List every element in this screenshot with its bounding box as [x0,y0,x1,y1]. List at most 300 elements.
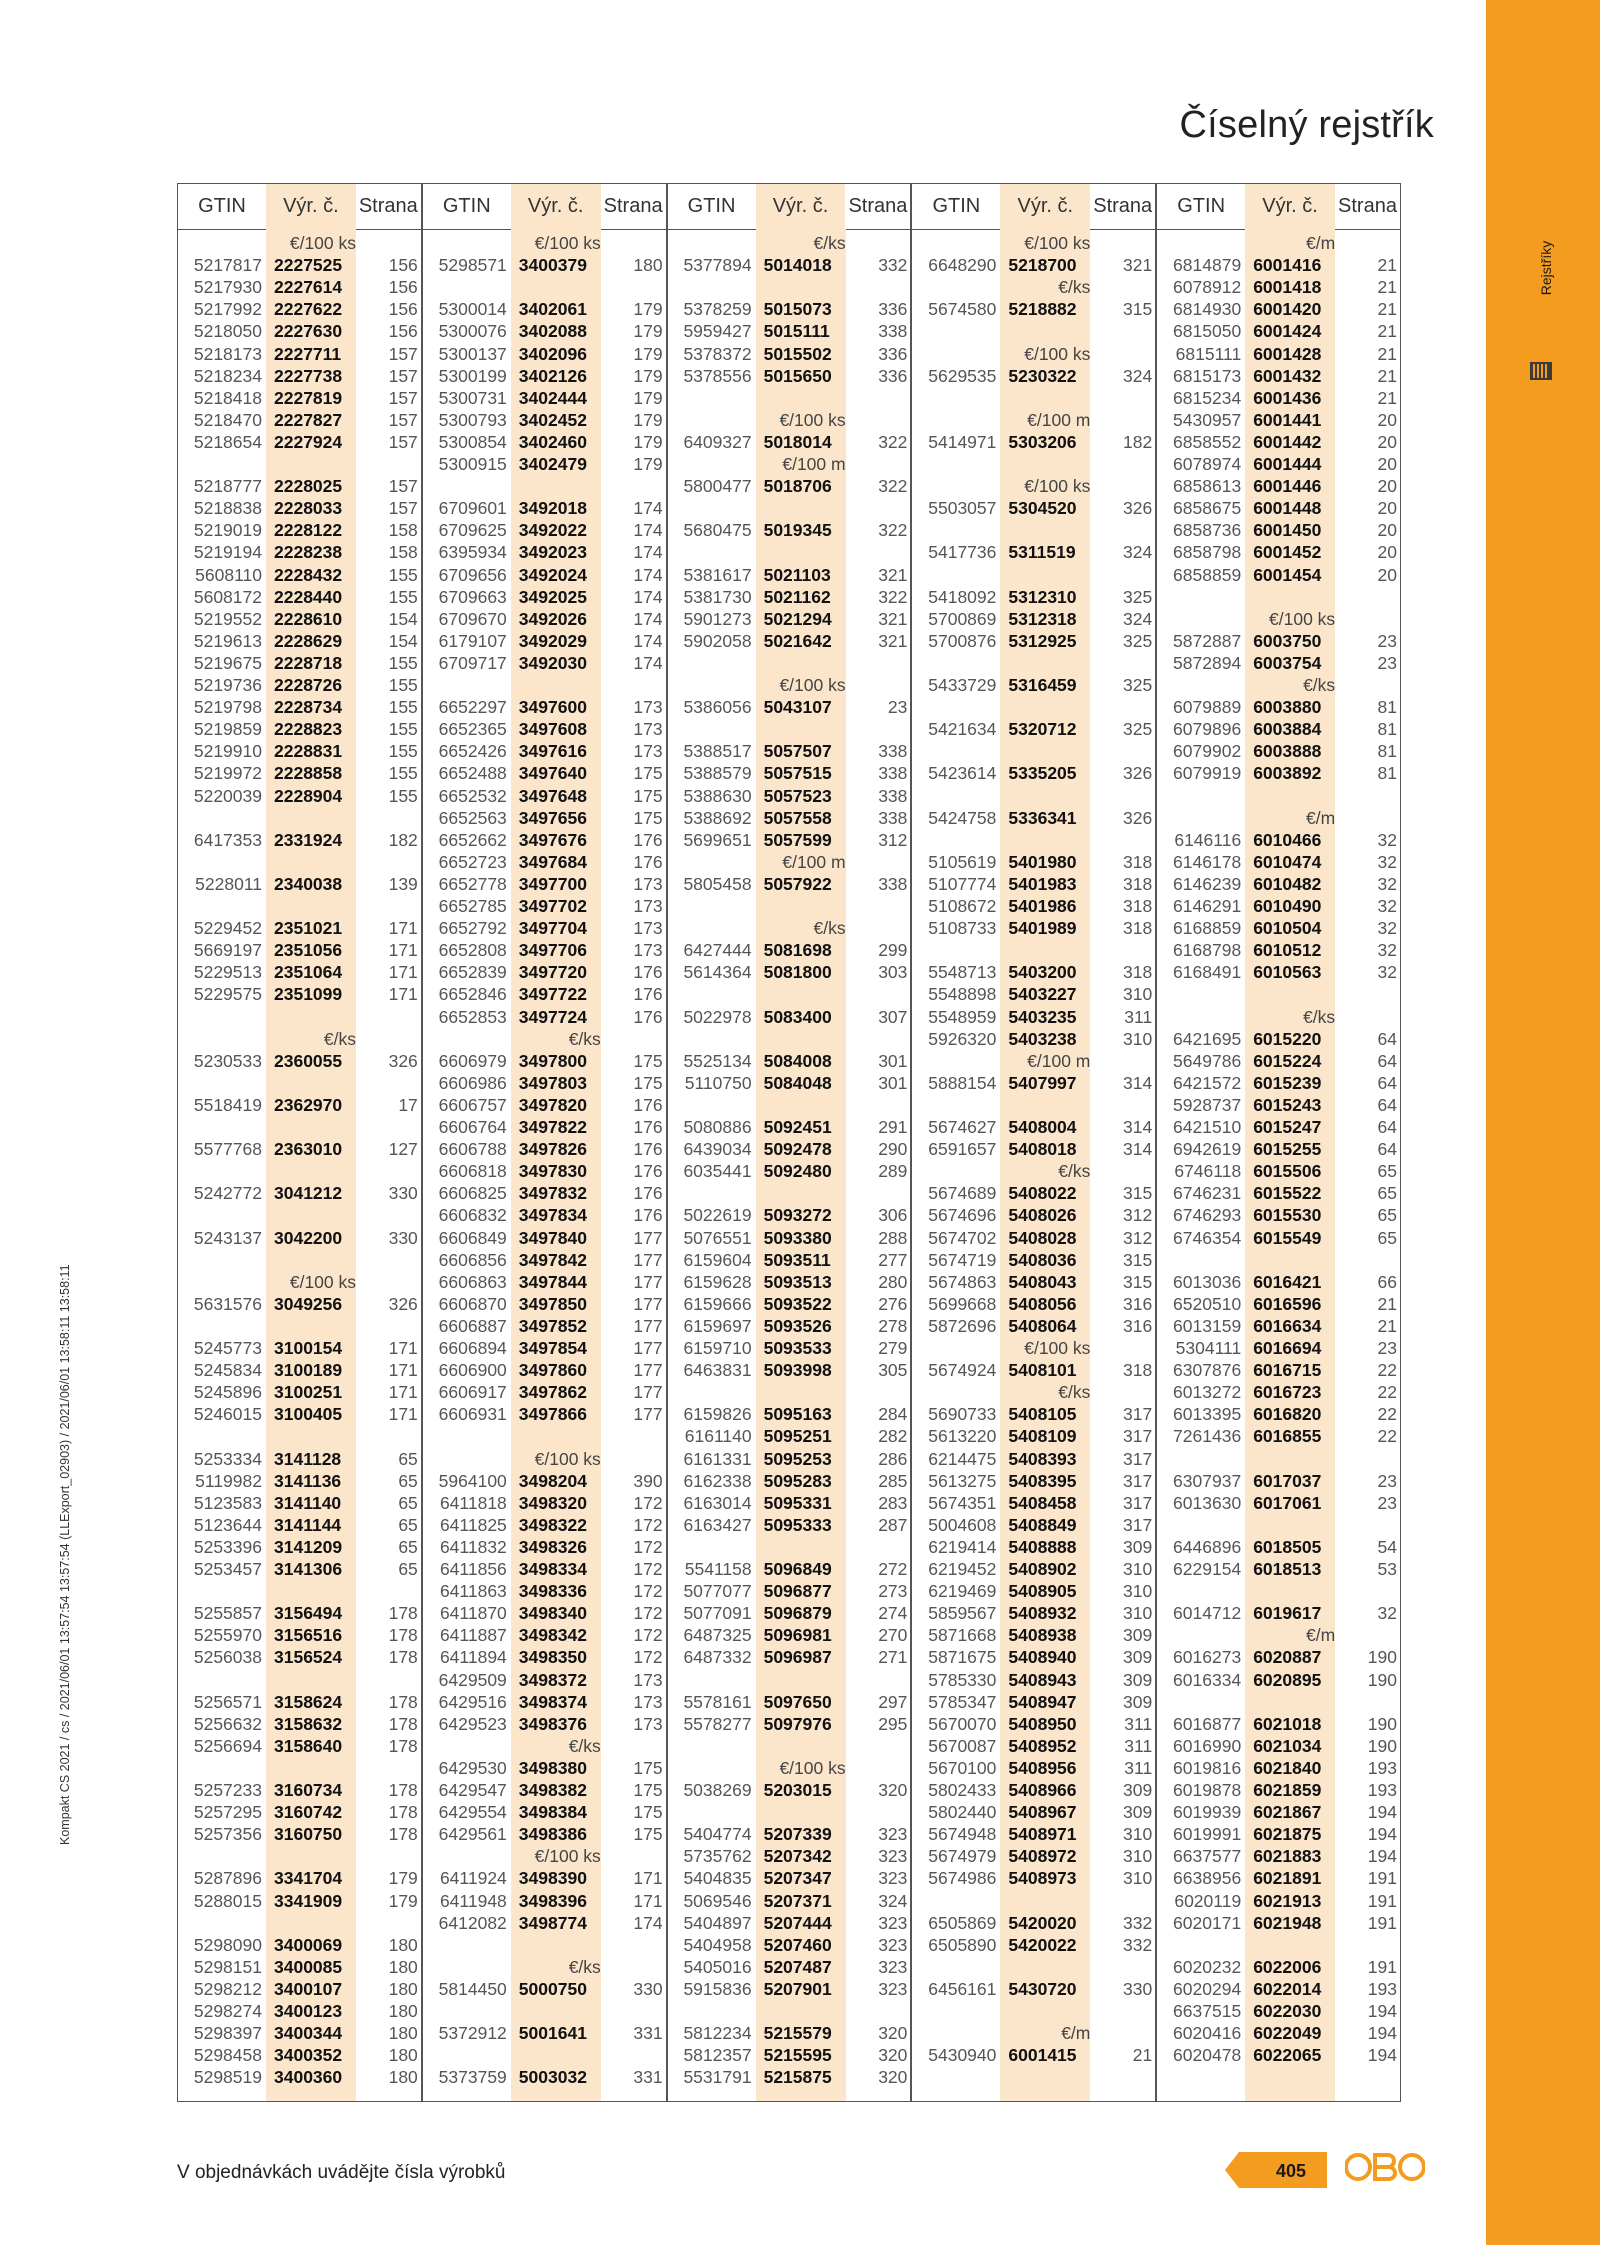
page-ref: 17 [398,1094,418,1115]
gtin-value: 5217817 [193,255,262,276]
product-number: 3492029 [518,630,587,651]
product-number: 5003032 [518,2067,587,2088]
product-number: 3402088 [518,321,587,342]
page-ref: 325 [1122,675,1153,695]
gtin-value: 6652532 [438,785,507,806]
page-ref: 32 [1377,829,1397,850]
product-number: 3402096 [518,343,587,364]
page-ref: 318 [1122,851,1153,872]
product-number: 3497608 [518,719,587,740]
index-row [178,1558,421,1580]
gtin-value: 5674924 [928,1360,997,1381]
product-number: 5408026 [1008,1205,1077,1226]
page-ref: 176 [633,1117,663,1137]
index-row [1157,917,1400,939]
index-row [1157,1713,1400,1735]
gtin-value: 6942619 [1173,1139,1242,1160]
gtin-value: 5785330 [928,1669,997,1690]
page-ref: 338 [878,807,908,828]
price-unit-row [668,453,911,475]
gtin-value: 5245896 [193,1382,262,1403]
gtin-value: 6709663 [438,586,507,607]
index-row [178,873,421,895]
gtin-value: 5800477 [683,476,752,497]
brand-logo [1345,2152,1425,2184]
product-number: 3100405 [274,1404,343,1425]
index-row [178,365,421,387]
page-ref: 336 [878,343,908,364]
page-ref: 21 [1377,321,1397,342]
page-ref: 194 [1367,1846,1397,1867]
gtin-value: 5814450 [438,1978,507,1999]
gtin-value: 6463831 [683,1360,752,1381]
gtin-value: 5577768 [193,1139,262,1160]
page-ref: 338 [878,741,908,762]
price-unit-row [1157,608,1400,630]
index-row [423,1624,666,1646]
price-unit: €/100 ks [534,1846,601,1867]
page-ref: 178 [388,1603,418,1624]
gtin-value: 5219972 [193,763,262,784]
gtin-value: 6446896 [1173,1536,1242,1557]
index-row [178,785,421,807]
index-row [668,829,911,851]
index-row [912,1536,1155,1558]
product-number: 5093533 [763,1338,832,1358]
page-ref: 322 [878,586,908,607]
index-row [912,718,1155,740]
page-ref: 53 [1377,1559,1397,1579]
page-ref: 175 [633,1824,663,1845]
product-number: 2228432 [274,564,343,585]
index-row [1157,1867,1400,1889]
page-ref: 323 [878,1956,908,1977]
page-ref: 320 [878,2045,908,2066]
product-number: 6021840 [1253,1757,1322,1778]
page-ref: 179 [633,343,663,364]
page-ref: 191 [1367,1890,1397,1911]
index-row [423,652,666,674]
index-row [423,1912,666,1934]
index-row [178,2066,421,2088]
column-header [912,184,1155,230]
index-row [1157,1735,1400,1757]
gtin-value: 5404835 [683,1868,752,1889]
index-row [912,1028,1155,1050]
index-row [912,2044,1155,2066]
product-number: 3156494 [274,1603,343,1624]
gtin-value: 6606825 [438,1183,507,1204]
price-unit-row [912,1160,1155,1182]
product-number: 5408018 [1008,1139,1077,1160]
product-number: 2228718 [274,652,343,673]
index-row [668,1912,911,1934]
page-ref: 325 [1122,630,1153,651]
page-ref: 81 [1377,697,1397,718]
catalog-icon [1530,362,1552,380]
product-number: 5207342 [763,1846,832,1867]
gtin-value: 5253334 [193,1448,262,1469]
product-number: 6001454 [1253,564,1322,585]
page-ref: 390 [633,1470,663,1491]
gtin-value: 5699668 [928,1293,997,1314]
page-ref: 331 [633,2067,663,2088]
product-number: 6021883 [1253,1846,1322,1867]
page-ref: 177 [633,1338,663,1358]
index-row [423,1094,666,1116]
product-number: 5093380 [763,1227,832,1248]
index-row [178,1867,421,1889]
product-number: 3100154 [274,1338,343,1358]
index-row [912,1912,1155,1934]
price-unit-row [668,409,911,431]
index-row [1157,497,1400,519]
index-row [668,1403,911,1425]
product-number: 6020887 [1253,1647,1322,1668]
gtin-value: 6014712 [1173,1603,1242,1624]
product-number: 6001420 [1253,299,1322,320]
product-number: 5093998 [763,1360,832,1381]
product-number: 6015506 [1253,1161,1322,1182]
gtin-value: 5872887 [1173,630,1242,651]
gtin-value: 5257356 [193,1824,262,1845]
gtin-value: 5298151 [193,1956,262,1977]
gtin-value: 6606887 [438,1315,507,1336]
product-number: 5095251 [763,1426,832,1447]
gtin-value: 5298212 [193,1978,262,1999]
index-row [178,431,421,453]
page-ref: 174 [633,520,663,541]
gtin-value: 6652808 [438,940,507,961]
page-ref: 307 [878,1006,908,1027]
product-number: 5408938 [1008,1625,1077,1646]
product-number: 6001432 [1253,365,1322,386]
page-ref: 64 [1377,1050,1397,1071]
page-ref: 173 [633,940,663,961]
index-row [178,541,421,563]
gtin-value: 6163427 [683,1514,752,1535]
page-ref: 155 [388,741,418,762]
index-row [178,2044,421,2066]
product-number: 6003888 [1253,741,1322,762]
gtin-value: 6606870 [438,1293,507,1314]
price-unit-row [178,1271,421,1293]
page-ref: 178 [388,1735,418,1756]
gtin-value: 6411894 [439,1647,507,1668]
product-number: 3497676 [518,829,587,850]
gtin-value: 6411948 [439,1890,507,1911]
page-ref: 324 [1122,365,1153,386]
gtin-value: 5541158 [684,1559,752,1579]
page-ref: 81 [1377,719,1397,740]
product-number: 6010482 [1253,873,1322,894]
page-ref: 301 [878,1072,908,1093]
product-number: 3498384 [518,1802,587,1823]
product-number: 2340038 [274,873,343,894]
footer-note: V objednávkách uvádějte čísla výrobků [177,2162,506,2183]
product-number: 6022049 [1253,2023,1322,2044]
price-unit: €/m [1306,807,1336,828]
product-number: 3498372 [518,1669,587,1690]
gtin-value: 5220039 [193,785,262,806]
gtin-value: 6606863 [438,1271,507,1292]
gtin-value: 6606856 [438,1249,507,1270]
index-row [178,1492,421,1514]
product-number: 5430720 [1008,1978,1077,1999]
index-row [668,2066,911,2088]
product-number: 5021103 [763,564,831,585]
product-number: 3492025 [518,586,587,607]
page-ref: 155 [388,675,418,695]
gtin-value: 6652846 [438,984,507,1005]
page-ref: 330 [388,1183,418,1204]
gtin-value: 6439034 [683,1139,752,1160]
page-ref: 310 [1122,1868,1153,1889]
price-unit: €/ks [1303,675,1336,695]
index-row [178,1381,421,1403]
gtin-value: 6709601 [438,498,507,519]
price-unit: €/100 ks [1024,1338,1091,1358]
column-header [1157,184,1400,230]
price-unit-row [912,475,1155,497]
index-row [423,1381,666,1403]
product-number: 6016723 [1253,1382,1322,1403]
page-ref: 336 [878,365,908,386]
index-row [178,917,421,939]
index-row [1157,1227,1400,1249]
gtin-value: 5414971 [928,431,997,452]
price-unit-row [912,343,1155,365]
product-number: 3160742 [274,1802,343,1823]
product-number: 6001418 [1253,277,1322,298]
page-ref: 156 [388,255,418,276]
page-ref: 179 [633,387,663,408]
page-ref: 324 [878,1890,908,1911]
gtin-value: 5256038 [193,1647,262,1668]
product-number: 5018706 [763,476,832,497]
product-number: 5014018 [763,255,832,276]
page-ref: 179 [633,409,663,430]
index-row [912,1204,1155,1226]
product-number: 6022030 [1253,2001,1322,2021]
page-ref: 311 [1124,1006,1153,1027]
gtin-value: 5246015 [193,1404,262,1425]
index-row [1157,1094,1400,1116]
index-row [1157,475,1400,497]
page-ref: 21 [1377,299,1397,320]
page-ref: 315 [1122,1271,1153,1292]
gtin-value: 5022619 [683,1205,752,1226]
index-row [1157,1160,1400,1182]
gtin-value: 5230533 [193,1050,262,1071]
index-row [1157,1978,1400,2000]
gtin-value: 6858552 [1173,431,1242,452]
gtin-value: 6606931 [438,1404,507,1425]
gtin-value: 6163014 [683,1492,752,1513]
page-ref: 21 [1377,387,1397,408]
page-ref: 32 [1377,896,1397,916]
page-ref: 338 [878,763,908,784]
product-number: 3497648 [518,785,587,806]
gtin-value: 6606986 [438,1072,507,1093]
product-number: 5316459 [1008,675,1077,695]
gtin-value: 6079896 [1173,719,1242,740]
product-number: 5408971 [1008,1824,1077,1845]
page-ref: 158 [388,542,418,563]
product-number: 3402452 [518,409,587,430]
page-ref: 176 [633,1094,663,1115]
index-row [1157,2022,1400,2044]
product-number: 2228629 [274,630,343,651]
column-header [423,184,666,230]
price-unit: €/100 ks [534,233,601,253]
gtin-value: 5298274 [193,2001,262,2021]
product-number: 3497854 [518,1338,587,1358]
page-ref: 176 [633,1139,663,1160]
index-row [912,1403,1155,1425]
product-number: 3492030 [518,652,587,673]
product-number: 5320712 [1008,719,1077,740]
price-unit: €/100 ks [289,1271,356,1292]
page-ref: 21 [1377,365,1397,386]
product-number: 2351021 [274,918,343,939]
gtin-value: 6161331 [683,1448,752,1469]
gtin-value: 5608172 [193,586,262,607]
product-number: 5021642 [763,630,832,651]
gtin-value: 5388630 [683,785,752,806]
page-ref: 321 [878,564,908,585]
index-row [912,1249,1155,1271]
product-number: 5312925 [1008,630,1077,651]
page-ref: 182 [1122,431,1153,452]
product-number: 6003750 [1253,630,1322,651]
page-ref: 179 [633,454,663,474]
page-ref: 178 [388,1625,418,1646]
gtin-value: 6219414 [928,1536,997,1557]
gtin-value: 6456161 [928,1978,997,1999]
page-ref: 32 [1377,962,1397,983]
header-page: Strana [848,195,908,217]
gtin-value: 6814879 [1173,255,1242,276]
index-row [423,740,666,762]
index-row [423,453,666,475]
index-row [178,718,421,740]
product-number: 3497826 [518,1139,587,1160]
gtin-value: 6858675 [1173,498,1242,519]
product-number: 2351064 [274,962,343,983]
product-number: 6016715 [1253,1360,1322,1381]
page-ref: 155 [388,586,418,607]
product-number: 2227630 [274,321,343,342]
index-row [1157,630,1400,652]
price-unit: €/100 m [782,454,846,474]
page-ref: 173 [633,697,663,718]
gtin-value: 6146291 [1173,896,1242,916]
page-ref: 315 [1122,1249,1153,1270]
product-number: 5096877 [763,1581,832,1602]
gtin-value: 5388692 [683,807,752,828]
gtin-value: 6652792 [438,918,507,939]
product-number: 2351099 [274,984,343,1005]
page-ref: 316 [1122,1315,1153,1336]
gtin-value: 5901273 [683,608,752,629]
product-number: 6001436 [1253,387,1322,408]
price-unit-row [1157,232,1400,254]
product-number: 3497866 [518,1404,587,1425]
page-ref: 322 [878,431,908,452]
index-row [668,740,911,762]
gtin-value: 5219613 [193,630,262,651]
gtin-value: 5404774 [683,1824,752,1845]
product-number: 6017061 [1253,1492,1322,1513]
index-row [1157,1293,1400,1315]
page-ref: 157 [388,431,418,452]
gtin-value: 5674979 [928,1846,997,1867]
page-ref: 178 [388,1780,418,1800]
index-row [1157,320,1400,342]
index-row [1157,564,1400,586]
page-ref: 326 [1122,807,1153,828]
product-number: 3497840 [518,1227,587,1248]
page-ref: 325 [1122,719,1153,740]
gtin-value: 5038269 [683,1780,752,1800]
gtin-value: 5228011 [195,873,262,894]
page-ref: 310 [1122,1603,1153,1624]
section-tab[interactable] [1526,230,1566,310]
page-ref: 32 [1377,918,1397,939]
gtin-value: 5218470 [193,409,262,430]
index-row [912,254,1155,276]
gtin-value: 6411832 [439,1536,507,1557]
page-ref: 322 [878,520,908,541]
price-unit: €/100 ks [534,1448,601,1469]
index-row [423,387,666,409]
index-row [178,343,421,365]
index-row [668,431,911,453]
index-row [178,961,421,983]
page-ref: 323 [878,1934,908,1955]
product-number: 5401983 [1008,873,1077,894]
index-row [178,762,421,784]
gtin-value: 6652853 [438,1006,507,1027]
page-ref: 274 [878,1603,908,1624]
product-number: 6001441 [1253,409,1322,430]
gtin-value: 5649786 [1173,1050,1242,1071]
page-ref: 174 [633,1912,663,1933]
page-ref: 65 [1377,1227,1397,1248]
gtin-value: 6652785 [438,896,507,916]
product-number: 3141128 [274,1448,342,1469]
page-ref: 20 [1377,564,1397,585]
product-number: 5081698 [763,940,832,961]
gtin-value: 6429547 [438,1780,507,1800]
product-number: 6021034 [1253,1735,1322,1756]
gtin-value: 5670070 [928,1713,997,1734]
gtin-value: 5674351 [928,1492,997,1513]
gtin-value: 6035441 [683,1161,752,1182]
price-unit: €/ks [1058,1382,1091,1403]
gtin-value: 5578277 [683,1713,752,1734]
index-row [178,1138,421,1160]
product-number: 5084008 [763,1050,832,1071]
page-ref: 287 [878,1514,908,1535]
product-number: 3400360 [274,2067,343,2088]
gtin-value: 5430957 [1173,409,1242,430]
product-number: 6003884 [1253,719,1322,740]
product-number: 5095283 [763,1470,832,1491]
page-ref: 278 [878,1315,908,1336]
page-ref: 157 [388,387,418,408]
